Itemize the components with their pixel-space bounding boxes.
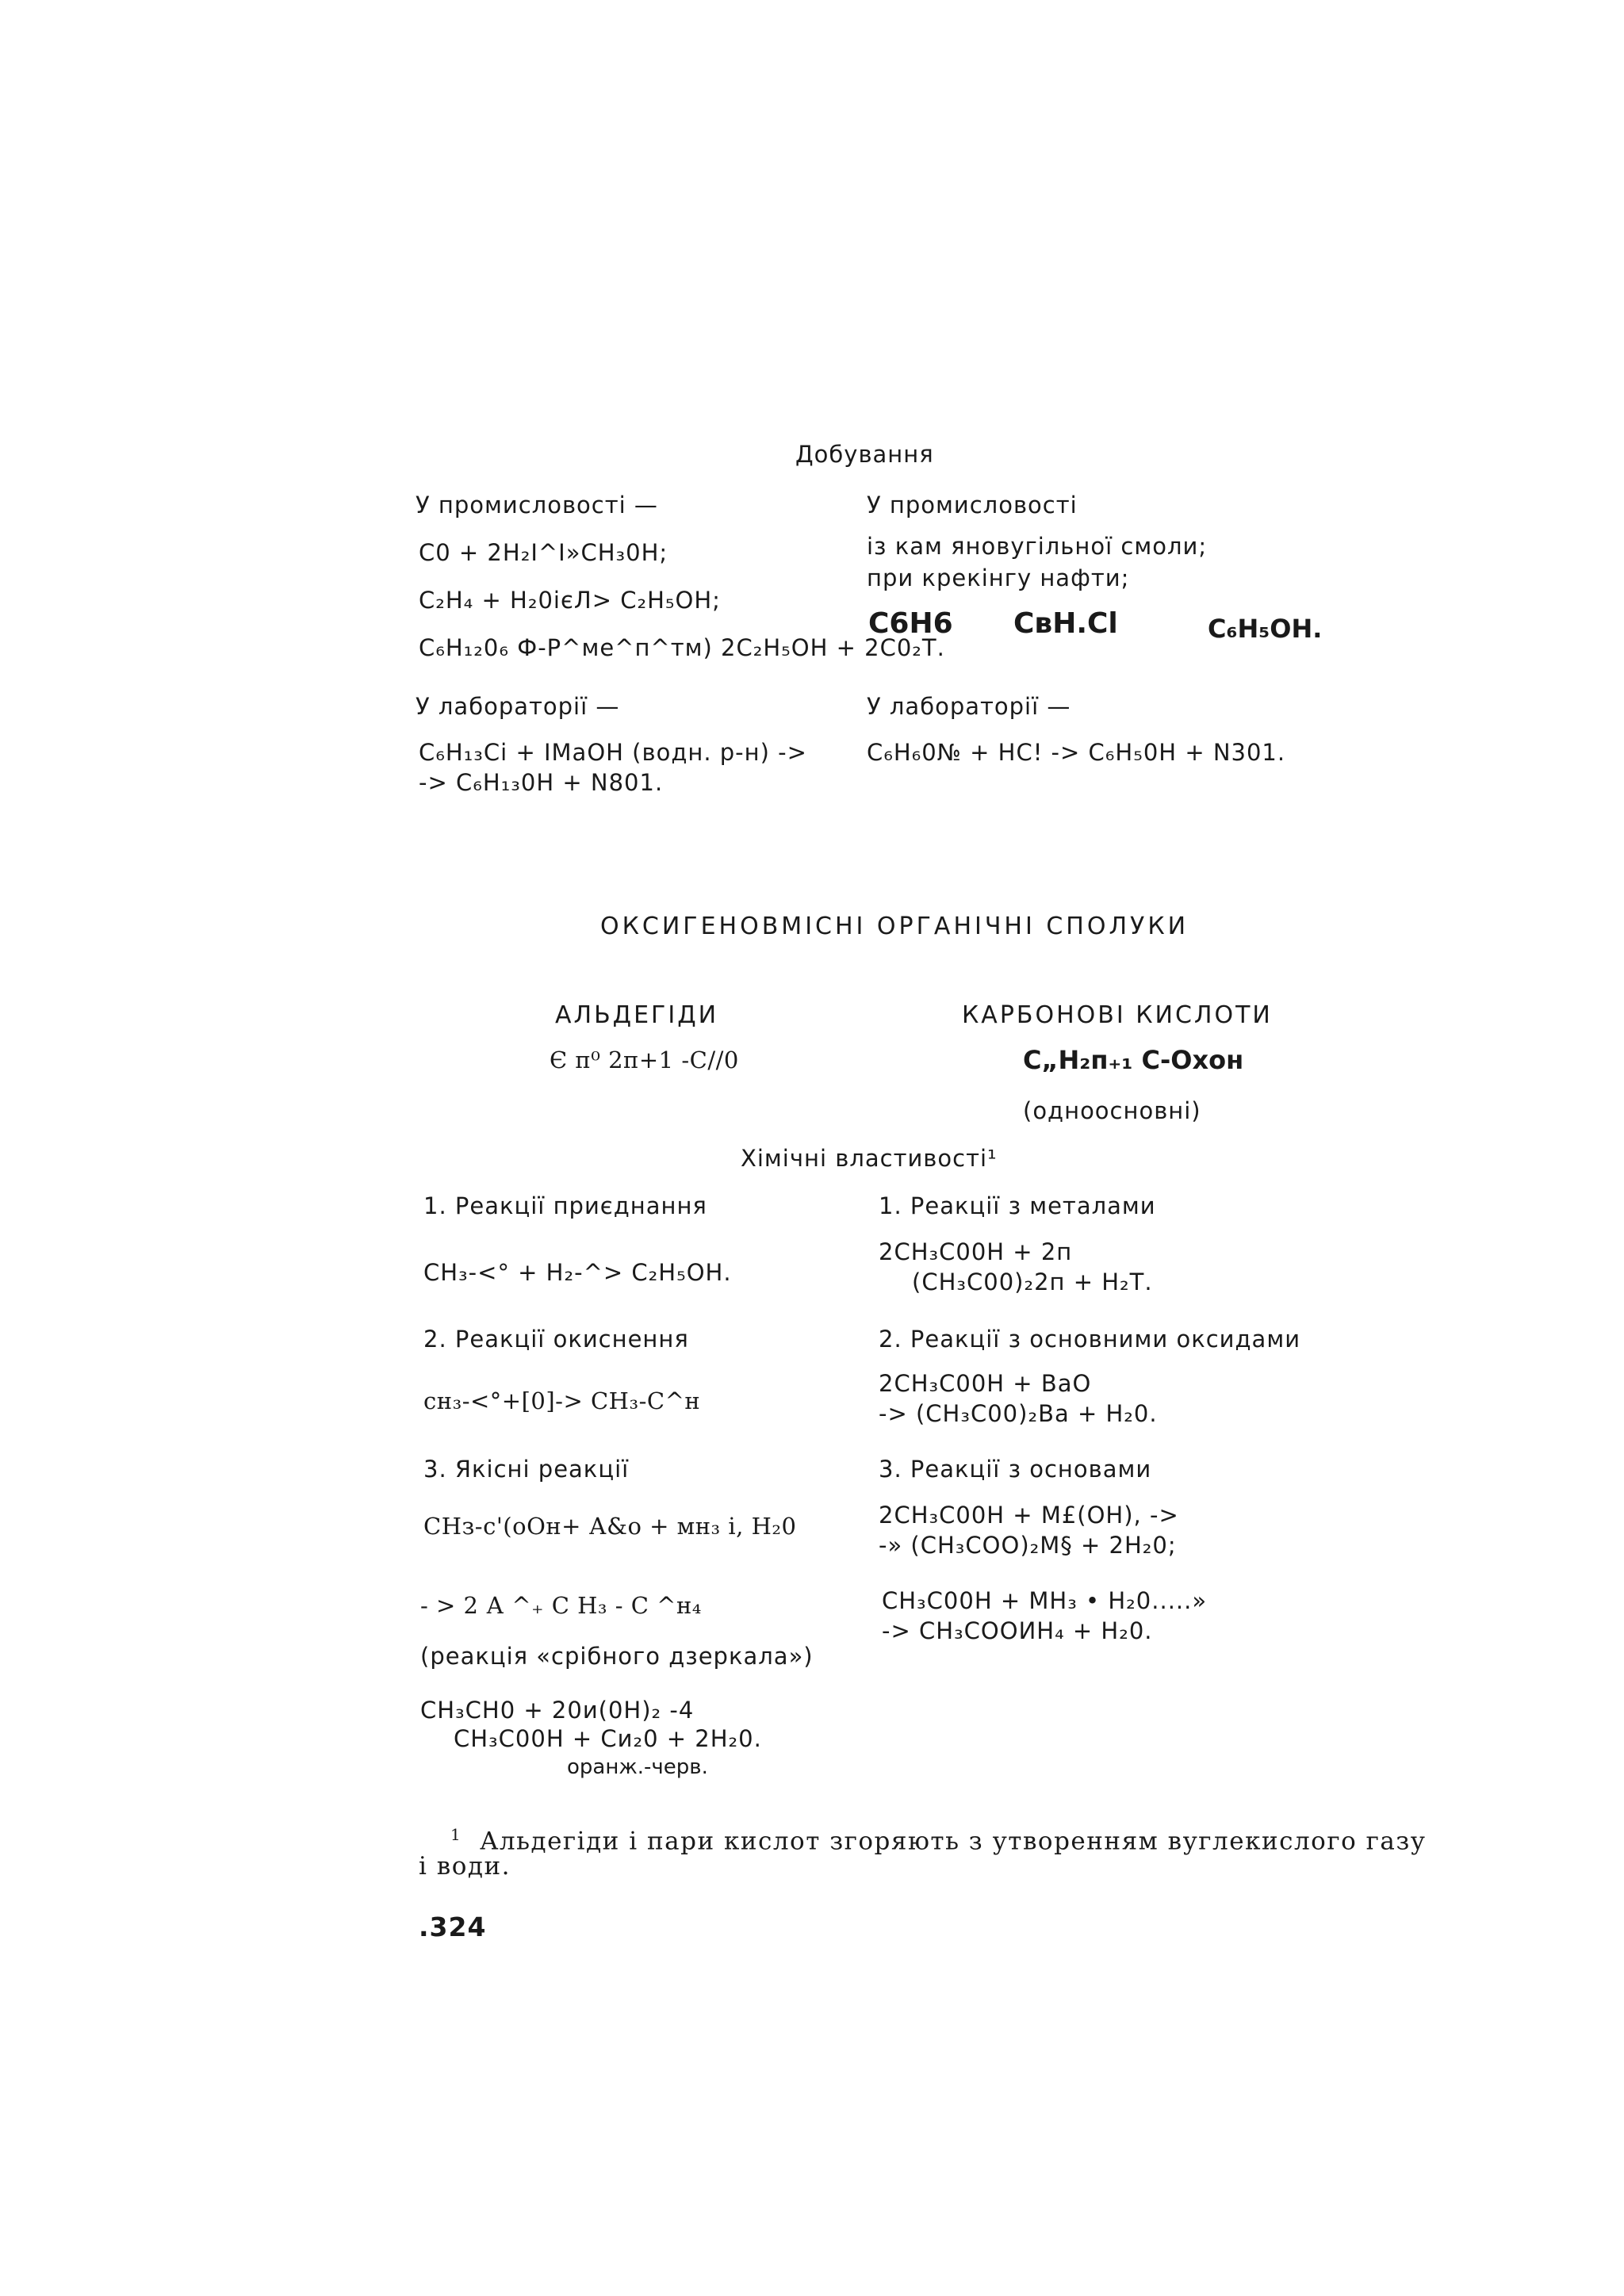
acid-reaction-1-eq1: 2СН₃С00Н + 2п xyxy=(879,1238,1073,1265)
acids-note: (одноосновні) xyxy=(1023,1097,1201,1124)
left-industry-eq3: С₆Н₁₂0₆ Ф-Р^ме^п^тм) 2С₂Н₅ОН + 2С0₂Т. xyxy=(419,634,945,661)
aldehyde-reaction-2-heading: 2. Реакції окиснення xyxy=(423,1326,689,1353)
acid-reaction-3-heading: 3. Реакції з основами xyxy=(879,1456,1152,1483)
acid-reaction-3-eq2: -» (СН₃СОО)₂М§ + 2Н₂0; xyxy=(879,1532,1177,1559)
acid-ammonia-eq1: СН₃С00Н + МН₃ • Н₂0.....» xyxy=(882,1587,1208,1614)
aldehyde-reaction-1-eq: СН₃-<° + Н₂-^> С₂Н₅ОН. xyxy=(423,1259,732,1286)
acid-reaction-1-eq2: (СН₃С00)₂2п + Н₂Т. xyxy=(912,1269,1153,1295)
aldehyde-reaction-1-heading: 1. Реакції приєднання xyxy=(423,1192,707,1219)
left-lab-eq2: -> С₆Н₁₃0Н + N801. xyxy=(419,769,664,796)
left-industry-label: У промисловості — xyxy=(416,492,658,519)
acids-title: КАРБОНОВІ КИСЛОТИ xyxy=(962,1001,1273,1029)
aldehyde-copper-eq2: СН₃С00Н + Си₂0 + 2Н₂0. xyxy=(454,1725,762,1752)
footnote-line-1 xyxy=(450,1819,1426,1857)
silver-mirror-note: (реакція «срібного дзеркала») xyxy=(420,1643,814,1670)
page-number: .324 xyxy=(419,1911,487,1942)
properties-title: Хімічні властивості¹ xyxy=(741,1145,998,1172)
right-industry-label: У промисловості xyxy=(867,492,1078,519)
acids-formula: С„Н₂п₊₁ С-Охон xyxy=(1023,1045,1244,1075)
section-title-production: Добування xyxy=(795,441,934,468)
right-formula-benzene: С6Н6 xyxy=(868,607,953,640)
aldehyde-reaction-2-eq: сн₃-<°+[0]-> СН₃-С^н xyxy=(423,1387,701,1414)
right-formula-phenol: С₆Н₅ОН. xyxy=(1208,614,1323,644)
left-lab-eq1: С₆Н₁₃Сі + IMaOH (водн. р-н) -> xyxy=(419,739,807,766)
acid-reaction-2-heading: 2. Реакції з основними оксидами xyxy=(879,1326,1301,1353)
right-industry-line1: із кам яновугільної смоли; xyxy=(867,533,1208,560)
footnote-line-2: і води. xyxy=(419,1852,511,1881)
right-lab-eq: С₆Н₆0№ + НС! -> С₆Н₅0Н + N301. xyxy=(867,739,1286,766)
aldehydes-formula: Є п⁰ 2п+1 -С//0 xyxy=(550,1047,739,1073)
acid-reaction-1-heading: 1. Реакції з металами xyxy=(879,1192,1156,1219)
aldehyde-reaction-3-eq2: - > 2 А ^₊ С Н₃ - С ^н₄ xyxy=(420,1592,702,1619)
acid-reaction-2-eq1: 2СН₃С00Н + ВаО xyxy=(879,1370,1092,1397)
footnote-text-1: Альдегіди і пари кислот згоряють з утворенням вуглекислого газу xyxy=(479,1827,1427,1856)
right-industry-line2: при крекінгу нафти; xyxy=(867,564,1130,591)
left-industry-eq1: С0 + 2Н₂І^І»СН₃0Н; xyxy=(419,539,668,566)
footnote-mark: 1 xyxy=(450,1825,462,1844)
aldehyde-reaction-3-heading: 3. Якісні реакції xyxy=(423,1456,630,1483)
aldehyde-reaction-3-eq1: СНз-с'(оОн+ А&о + мн₃ і, Н₂0 xyxy=(423,1513,797,1540)
acid-ammonia-eq2: -> СН₃СООИН₄ + Н₂0. xyxy=(882,1617,1153,1644)
aldehyde-copper-note: оранж.-черв. xyxy=(567,1755,708,1779)
aldehyde-copper-eq1: СН₃СН0 + 20и(0Н)₂ -4 xyxy=(420,1697,695,1724)
left-lab-label: У лабораторії — xyxy=(416,693,620,720)
section-heading: ОКСИГЕНОВМІСНІ ОРГАНІЧНІ СПОЛУКИ xyxy=(600,913,1189,940)
aldehydes-title: АЛЬДЕГІДИ xyxy=(555,1001,719,1029)
right-lab-label: У лабораторії — xyxy=(867,693,1071,720)
acid-reaction-2-eq2: -> (СН₃С00)₂Ва + Н₂0. xyxy=(879,1400,1158,1427)
left-industry-eq2: С₂Н₄ + Н₂0ієЛ> С₂Н₅ОН; xyxy=(419,587,721,614)
acid-reaction-3-eq1: 2СН₃С00Н + М£(ОН), -> xyxy=(879,1502,1179,1529)
right-formula-chlorobenzene: СвН.Сl xyxy=(1013,607,1118,640)
